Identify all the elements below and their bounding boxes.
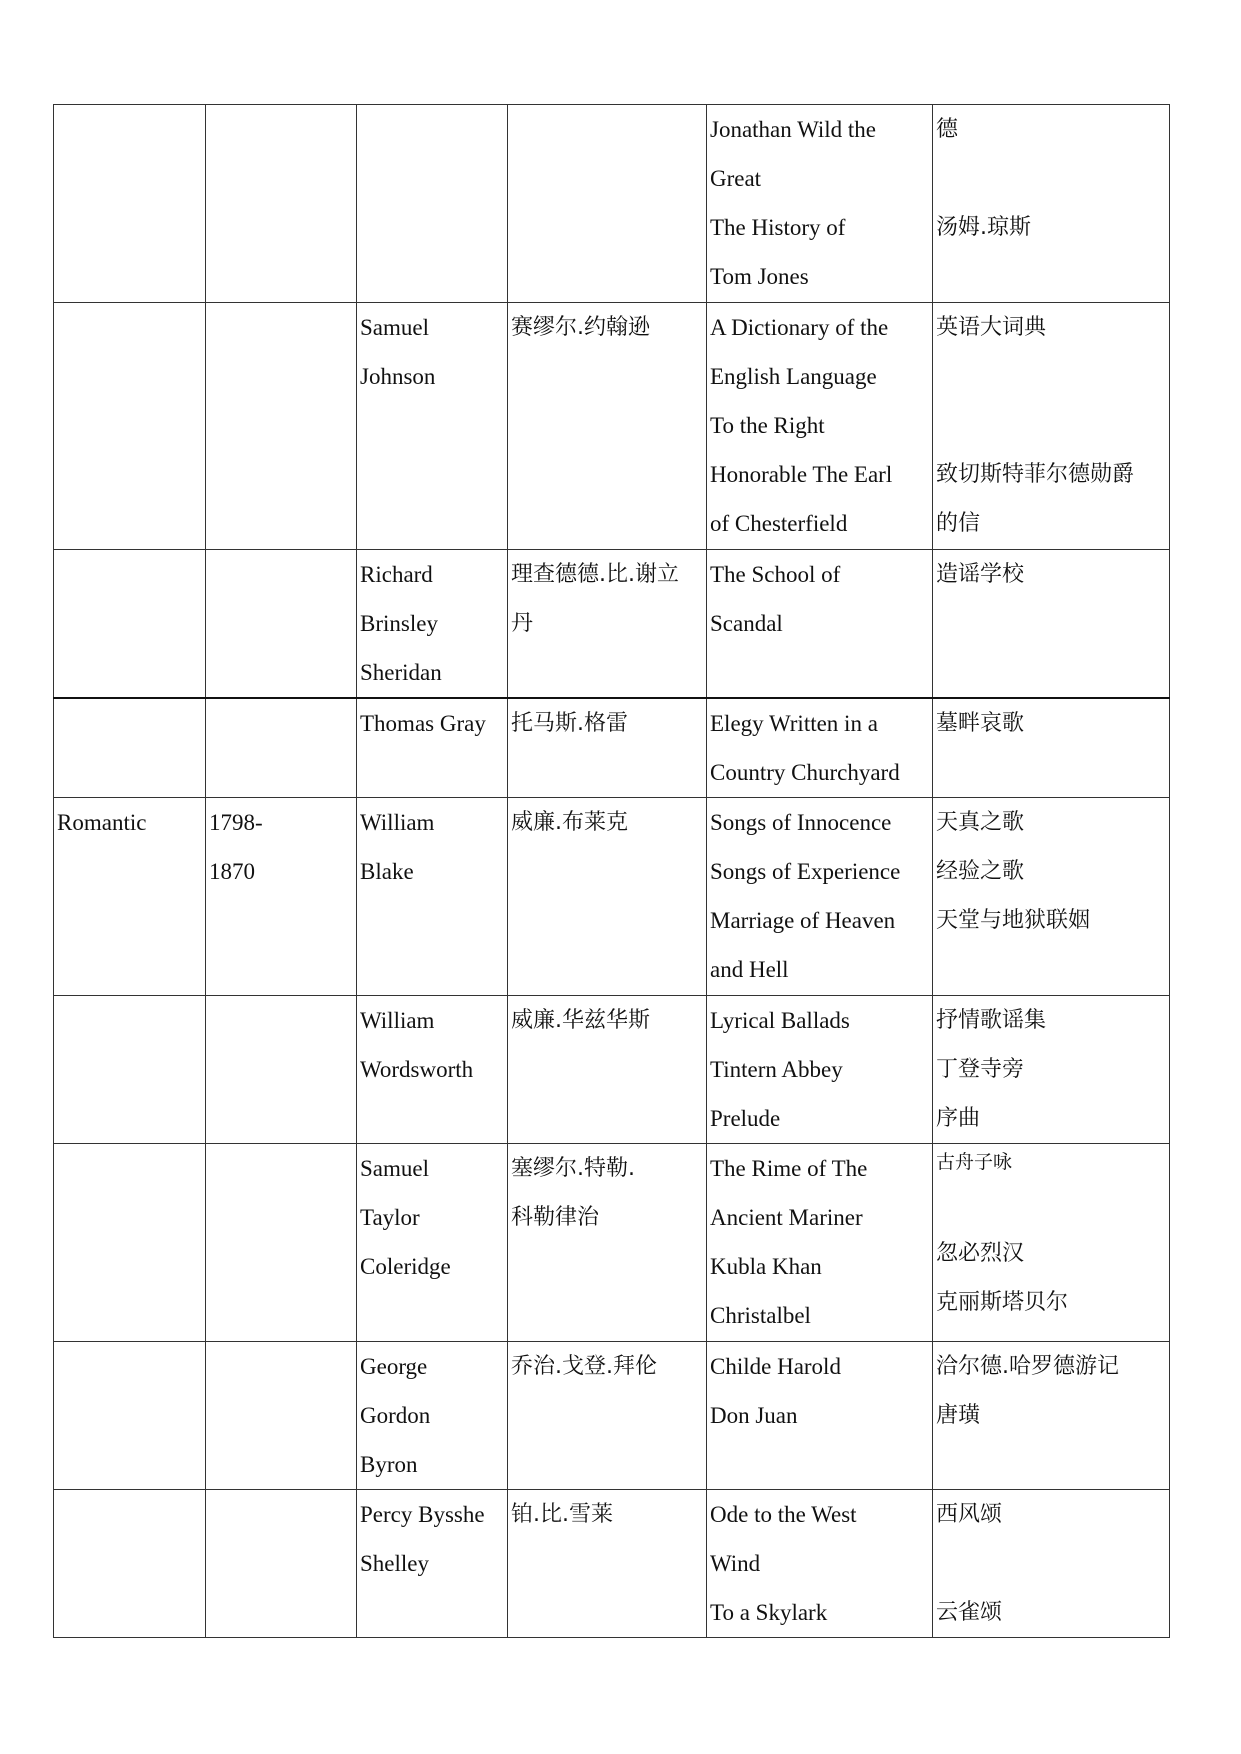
- works-cell: [707, 550, 933, 699]
- author-cell: [357, 1342, 508, 1490]
- author-cell: [357, 996, 508, 1144]
- work-cn-line: 洽尔德.哈罗德游记: [936, 1354, 1119, 1379]
- works-cn-cell: [933, 1144, 1170, 1342]
- author-line: Brinsley: [360, 611, 438, 636]
- work-cn-line: 西风颂: [936, 1502, 1003, 1527]
- works-cn-cell: [933, 1342, 1170, 1490]
- works-cell: [707, 996, 933, 1144]
- work-cn-line: 云雀颂: [936, 1600, 1003, 1625]
- works-cell: [707, 1490, 933, 1638]
- work-cn-line: 忽必烈汉: [936, 1241, 1025, 1266]
- work-line: Elegy Written in a: [710, 711, 878, 736]
- table-row: [54, 550, 1170, 699]
- author-line: Samuel: [360, 1156, 429, 1181]
- table-row: [54, 105, 1170, 303]
- work-cn-line: [936, 1180, 1166, 1229]
- years-cell: [206, 996, 357, 1144]
- author-line: Taylor: [360, 1205, 420, 1230]
- years-cell: [206, 1144, 357, 1342]
- table-row: [54, 1490, 1170, 1638]
- works-cell: [707, 798, 933, 996]
- work-line: Tom Jones: [710, 264, 809, 289]
- work-line: A Dictionary of the: [710, 315, 889, 340]
- years-line: 1870: [209, 859, 255, 884]
- author-line: Gordon: [360, 1403, 431, 1428]
- works-cell: [707, 303, 933, 550]
- work-line: To a Skylark: [710, 1600, 828, 1625]
- author-cn-cell: [508, 1490, 707, 1638]
- work-line: Kubla Khan: [710, 1254, 822, 1279]
- period-cell: [54, 1144, 206, 1342]
- author-line: Blake: [360, 859, 414, 884]
- table-row: [54, 798, 1170, 996]
- author-cn-cell: [508, 996, 707, 1144]
- author-line: Wordsworth: [360, 1057, 474, 1082]
- author-line: Percy Bysshe: [360, 1502, 485, 1527]
- work-cn-line: 英语大词典: [936, 315, 1047, 340]
- work-cn-line: [936, 154, 1166, 203]
- years-cell: [206, 698, 357, 798]
- works-cn-cell: [933, 798, 1170, 996]
- works-cn-cell: [933, 1490, 1170, 1638]
- work-line: Christalbel: [710, 1303, 811, 1328]
- work-cn-line: 致切斯特菲尔德勋爵: [936, 462, 1135, 487]
- period-cell: [54, 1490, 206, 1638]
- period-cell: [54, 105, 206, 303]
- author-line: William: [360, 1008, 435, 1033]
- work-line: Childe Harold: [710, 1354, 841, 1379]
- author-line: Thomas Gray: [360, 711, 486, 736]
- author-line: Byron: [360, 1452, 418, 1477]
- author-line: Sheridan: [360, 660, 442, 685]
- author-cn-line: 铂.比.雪莱: [511, 1502, 613, 1527]
- author-line: Shelley: [360, 1551, 429, 1576]
- author-cn-cell: [508, 698, 707, 798]
- work-line: Songs of Innocence: [710, 810, 892, 835]
- work-line: Lyrical Ballads: [710, 1008, 850, 1033]
- author-cn-cell: [508, 798, 707, 996]
- work-cn-line: 古舟子咏: [936, 1151, 1013, 1173]
- work-line: The Rime of The: [710, 1156, 868, 1181]
- author-cell: [357, 698, 508, 798]
- years-line: 1798-: [209, 810, 263, 835]
- works-cn-cell: [933, 105, 1170, 303]
- work-cn-line: 丁登寺旁: [936, 1057, 1025, 1082]
- table-row: [54, 1144, 1170, 1342]
- author-cell: [357, 798, 508, 996]
- author-line: Richard: [360, 562, 433, 587]
- work-cn-line: 克丽斯塔贝尔: [936, 1290, 1069, 1315]
- work-cn-line: 造谣学校: [936, 562, 1025, 587]
- work-cn-line: [936, 401, 1166, 450]
- work-cn-line: 天堂与地狱联姻: [936, 908, 1091, 933]
- work-cn-line: 序曲: [936, 1106, 981, 1131]
- author-cell: [357, 1490, 508, 1638]
- author-cn-line: 丹: [511, 611, 534, 636]
- work-line: To the Right: [710, 413, 825, 438]
- author-cn-line: 乔治.戈登.拜伦: [511, 1354, 657, 1379]
- work-cn-line: 经验之歌: [936, 859, 1025, 884]
- work-cn-line: 墓畔哀歌: [936, 711, 1025, 736]
- table-row: [54, 1342, 1170, 1490]
- table-row: [54, 698, 1170, 798]
- author-line: Johnson: [360, 364, 436, 389]
- literature-table: [53, 104, 1170, 1638]
- author-cell: [357, 550, 508, 699]
- years-cell: [206, 1490, 357, 1638]
- author-cn-cell: [508, 1342, 707, 1490]
- years-cell: [206, 550, 357, 699]
- author-cell: [357, 105, 508, 303]
- work-line: of Chesterfield: [710, 511, 848, 536]
- work-line: Wind: [710, 1551, 761, 1576]
- work-line: The History of: [710, 215, 846, 240]
- period-text: Romantic: [57, 810, 147, 835]
- author-line: William: [360, 810, 435, 835]
- work-line: Honorable The Earl: [710, 462, 893, 487]
- work-line: Marriage of Heaven: [710, 908, 896, 933]
- works-cn-cell: [933, 550, 1170, 699]
- work-cn-line: 汤姆.琼斯: [936, 215, 1031, 240]
- work-cn-line: 德: [936, 117, 959, 142]
- author-line: Samuel: [360, 315, 429, 340]
- years-cell: [206, 105, 357, 303]
- work-line: Scandal: [710, 611, 783, 636]
- work-line: English Language: [710, 364, 877, 389]
- works-cn-cell: [933, 996, 1170, 1144]
- period-cell: [54, 303, 206, 550]
- period-cell: [54, 1342, 206, 1490]
- period-cell: [54, 698, 206, 798]
- work-line: and Hell: [710, 957, 789, 982]
- work-line: Prelude: [710, 1106, 781, 1131]
- author-cn-line: 威廉.华兹华斯: [511, 1008, 650, 1033]
- author-cn-line: 托马斯.格雷: [511, 711, 628, 736]
- work-line: Don Juan: [710, 1403, 798, 1428]
- works-cell: [707, 1144, 933, 1342]
- author-cn-line: 威廉.布莱克: [511, 810, 628, 835]
- table-body: [54, 105, 1170, 1638]
- author-cell: [357, 303, 508, 550]
- work-cn-line: 的信: [936, 511, 981, 536]
- work-line: Songs of Experience: [710, 859, 901, 884]
- author-cn-cell: [508, 1144, 707, 1342]
- author-cn-cell: [508, 105, 707, 303]
- author-cn-line: 赛缪尔.约翰逊: [511, 315, 650, 340]
- works-cell: [707, 105, 933, 303]
- period-cell: [54, 996, 206, 1144]
- work-line: Tintern Abbey: [710, 1057, 843, 1082]
- author-cell: [357, 1144, 508, 1342]
- works-cell: [707, 1342, 933, 1490]
- years-cell: [206, 798, 357, 996]
- author-line: Coleridge: [360, 1254, 451, 1279]
- years-cell: [206, 1342, 357, 1490]
- work-cn-line: 抒情歌谣集: [936, 1008, 1047, 1033]
- work-line: Ancient Mariner: [710, 1205, 863, 1230]
- work-cn-line: [936, 1539, 1166, 1588]
- author-cn-line: 塞缪尔.特勒.: [511, 1156, 635, 1181]
- table-row: [54, 996, 1170, 1144]
- work-cn-line: 天真之歌: [936, 810, 1025, 835]
- work-line: Country Churchyard: [710, 760, 900, 785]
- table-row: [54, 303, 1170, 550]
- work-line: Jonathan Wild the: [710, 117, 877, 142]
- work-line: Ode to the West: [710, 1502, 857, 1527]
- work-cn-line: 唐璜: [936, 1403, 981, 1428]
- period-cell: [54, 550, 206, 699]
- works-cell: [707, 698, 933, 798]
- years-cell: [206, 303, 357, 550]
- author-cn-cell: [508, 303, 707, 550]
- work-line: Great: [710, 166, 762, 191]
- author-cn-cell: [508, 550, 707, 699]
- works-cn-cell: [933, 698, 1170, 798]
- works-cn-cell: [933, 303, 1170, 550]
- author-cn-line: 科勒律治: [511, 1205, 600, 1230]
- author-cn-line: 理查德德.比.谢立: [511, 562, 679, 587]
- work-cn-line: [936, 352, 1166, 401]
- work-line: The School of: [710, 562, 841, 587]
- period-cell: [54, 798, 206, 996]
- author-line: George: [360, 1354, 428, 1379]
